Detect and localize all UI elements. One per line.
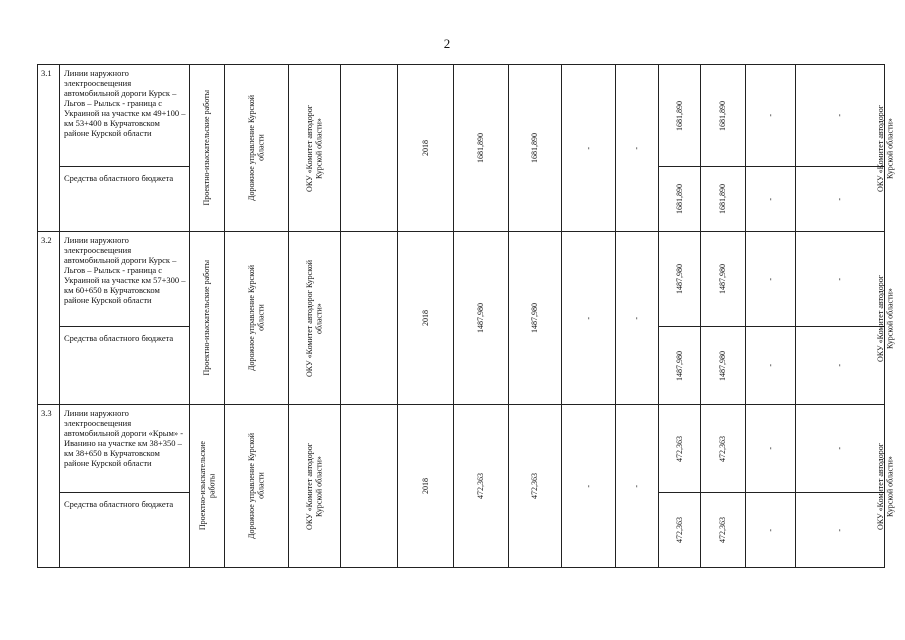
page-number: 2 [443,36,451,51]
program-table [37,64,894,568]
value-cell [746,65,796,167]
value-cell [796,493,885,568]
value: 1487,980 [718,350,728,381]
value-cell [796,167,885,232]
value: 472,363 [718,517,728,543]
value-dash: - [632,316,642,320]
value-cell [509,232,562,405]
value-cell [746,405,796,493]
object-title-cell [60,232,190,327]
executor: ОКУ «Комитет автодорог Курской области» [875,104,894,192]
value: 472,363 [530,473,540,499]
year-cell [398,65,454,232]
row-number: 3.2 [41,235,52,245]
funding-cell [60,327,190,405]
value-cell [746,493,796,568]
value-dash: - [583,484,593,488]
value-cell [616,405,659,568]
value-cell [746,232,796,327]
value: 1681,890 [674,100,684,131]
value-dash: - [835,277,845,281]
value-cell [796,232,885,327]
value-cell [659,493,701,568]
value-dash: - [835,447,845,450]
work-type-cell [190,65,225,232]
customer: ОКУ «Комитет автодорог Курской области» [305,442,324,530]
agency: Дорожное управление Курской области [247,433,266,539]
value-dash: - [583,146,593,150]
object-title-cell [60,405,190,493]
agency: Дорожное управление Курской области [247,95,266,201]
row-number-cell [38,65,60,232]
value: 472,363 [674,435,684,462]
value-cell [509,65,562,232]
total-cell [454,232,509,405]
value-cell [659,232,701,327]
empty-cell [341,232,398,405]
value-cell [701,167,746,232]
value: 1487,980 [530,303,540,333]
value-dash: - [632,484,642,488]
value: 1681,890 [718,100,728,131]
value-dash: - [632,146,642,150]
value: 1487,980 [674,264,684,294]
value-cell [701,493,746,568]
value-cell [562,405,616,568]
year-cell [398,232,454,405]
value: 1681,890 [530,133,540,163]
table-row [38,65,885,167]
empty-cell [341,405,398,568]
table-row [38,405,885,493]
executor: ОКУ «Комитет автодорог Курской области» [875,442,894,530]
funding-cell [60,493,190,568]
value-dash: - [583,316,593,320]
value-cell [562,65,616,232]
year: 2018 [420,140,430,156]
agency: Дорожное управление Курской области [247,265,266,371]
value-cell [746,167,796,232]
value-cell [701,65,746,167]
year-cell [398,405,454,568]
value-dash: - [765,447,775,450]
value-cell [659,327,701,405]
value-cell [796,405,885,493]
executor: ОКУ «Комитет автодорог Курской области» [875,274,894,362]
row-number: 3.3 [41,408,52,418]
work-type-cell [190,232,225,405]
object-title: Линии наружного электроосвещения автомобильной дороги Курск – Льгов – Рыльск - граница с Украиной на участке км 49+100 – км 53+400 в Курчатовском районе Курской области [64,68,186,138]
customer: ОКУ «Комитет автодорог Курской области» [305,104,324,192]
value-cell [796,65,885,167]
value-cell [562,232,616,405]
agency-cell [225,405,289,568]
work-type: Проектно-изыскательские работы [202,90,212,206]
row-number-cell [38,405,60,568]
total-value: 472,363 [476,473,486,499]
agency-cell [225,65,289,232]
value: 1681,890 [718,184,728,214]
value-dash: - [835,197,845,201]
value-dash: - [765,277,775,281]
funding-source: Средства областного бюджета [64,333,174,343]
total-cell [454,65,509,232]
value: 1487,980 [674,350,684,381]
year: 2018 [420,478,430,494]
value-cell [659,405,701,493]
row-number: 3.1 [41,68,52,78]
value-cell [659,167,701,232]
total-value: 1681,890 [476,133,486,163]
value-dash: - [765,197,775,201]
funding-cell [60,167,190,232]
row-number-cell [38,232,60,405]
work-type: Проектно-изыскательские работы [202,260,212,376]
empty-cell [341,65,398,232]
customer-cell [289,405,341,568]
total-cell [454,405,509,568]
table-row [38,232,885,327]
customer-cell [289,232,341,405]
funding-source: Средства областного бюджета [64,499,174,509]
value-dash: - [835,114,845,117]
value: 1681,890 [674,184,684,214]
customer-cell [289,65,341,232]
value-cell [616,65,659,232]
value-cell [796,327,885,405]
year: 2018 [420,310,430,326]
total-value: 1487,980 [476,303,486,333]
object-title: Линии наружного электроосвещения автомобильной дороги «Крым» - Иванино на участке км 38+350 – км 38+650 в Курчатовском районе Курской области [64,408,184,468]
value-cell [659,65,701,167]
value-cell [701,327,746,405]
value-dash: - [835,528,845,532]
value: 472,363 [674,517,684,543]
work-type-cell [190,405,225,568]
object-title-cell [60,65,190,167]
agency-cell [225,232,289,405]
funding-source: Средства областного бюджета [64,173,174,183]
value: 1487,980 [718,264,728,294]
value-cell [701,232,746,327]
value-cell [616,232,659,405]
value-dash: - [765,528,775,532]
object-title: Линии наружного электроосвещения автомобильной дороги Курск – Льгов – Рыльск - граница с Украиной на участке км 57+300 – км 60+650 в Курчатовском районе Курской области [64,235,186,305]
value-dash: - [765,364,775,367]
value-dash: - [765,114,775,117]
value: 472,363 [718,435,728,462]
value-dash: - [835,364,845,367]
work-type: Проектно-изыскательские работы [197,441,216,531]
customer: ОКУ «Комитет автодорог Курской области» [305,259,324,377]
value-cell [701,405,746,493]
value-cell [509,405,562,568]
value-cell [746,327,796,405]
